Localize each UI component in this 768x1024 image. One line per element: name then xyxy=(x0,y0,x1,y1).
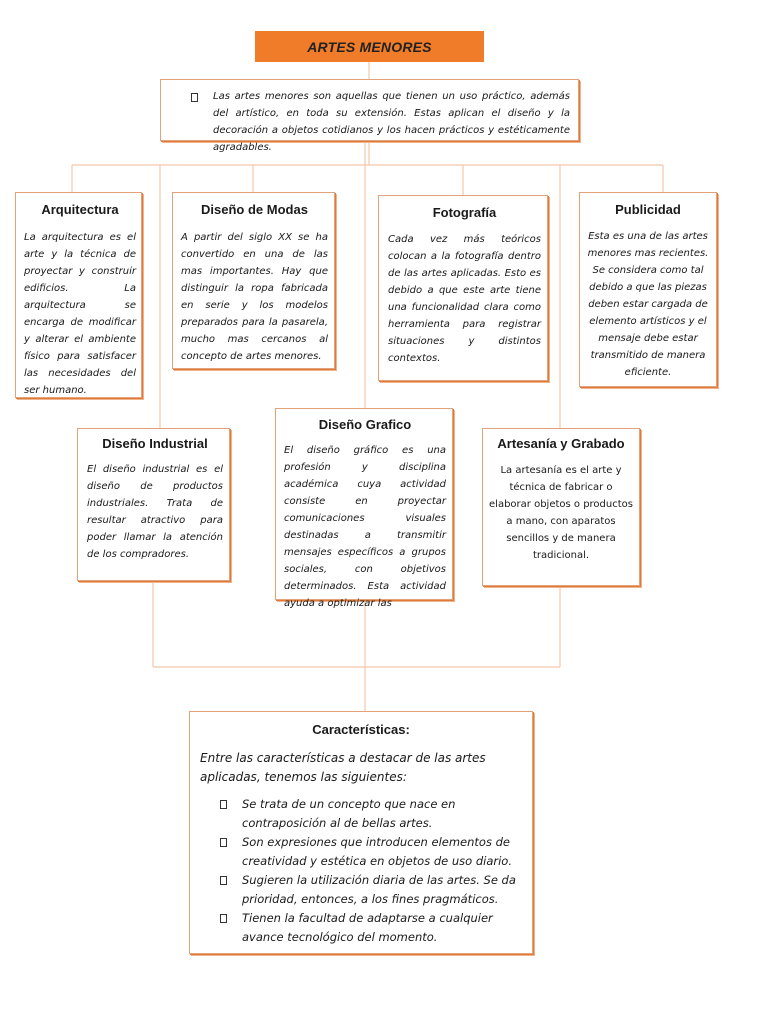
box-text: La arquitectura es el arte y la técnica de proyectar y construir edificios. La arquitectura se encarga de modificar y alterar el ambiente físico para satisfacer las necesidades del ser humano. xyxy=(24,232,136,396)
list-item xyxy=(220,795,518,833)
box-arquitectura xyxy=(15,192,142,398)
list-item xyxy=(220,833,518,871)
list-item xyxy=(220,871,518,909)
box-diseno-grafico xyxy=(275,408,453,609)
box-text: Cada vez más teóricos colocan a la fotografía dentro de las artes aplicadas. Esto es debido a que este arte tiene una funcionalidad clara como herramienta para registrar situaciones y distintos contextos. xyxy=(388,234,541,364)
list-item-text: Son expresiones que introducen elementos de creatividad y estética en objetos de uso diario. xyxy=(242,835,512,868)
box-text: El diseño industrial es el diseño de productos industriales. Trata de resultar atractivo para poder llamar la atención de los compradores. xyxy=(87,464,223,560)
box-diseno-modas xyxy=(172,192,335,369)
intro-text: Las artes menores son aquellas que tienen un uso práctico, además del artístico, en toda su extensión. Estas aplican el diseño y la decoración a objetos cotidianos y los hacen prácticos y estéticamente agradables. xyxy=(213,91,570,153)
box-title: Arquitectura xyxy=(41,202,119,217)
box-text: El diseño gráfico es una profesión y disciplina académica cuya actividad consiste en proyectar comunicaciones visuales destinadas a transmitir mensajes específicos a grupos sociales, con objetivos determinados. Esta actividad ayuda a optimizar las xyxy=(284,445,446,609)
box-title: Artesanía y Grabado xyxy=(497,436,625,451)
box-caracteristicas xyxy=(189,711,533,954)
box-artesania xyxy=(482,428,640,586)
list-item-text: Se trata de un concepto que nace en contraposición al de bellas artes. xyxy=(242,797,456,830)
box-title: Características: xyxy=(312,722,410,737)
box-title: Publicidad xyxy=(615,202,681,217)
box-title: Diseño Industrial xyxy=(102,436,208,451)
bullet-icon xyxy=(220,914,227,923)
list-item-text: Sugieren la utilización diaria de las artes. Se da prioridad, entonces, a los fines pragmáticos. xyxy=(242,873,516,906)
bullet-icon xyxy=(191,93,198,104)
box-title: Diseño Grafico xyxy=(318,417,412,432)
bullet-icon xyxy=(220,876,227,885)
intro-box xyxy=(160,79,579,153)
caracteristicas-list xyxy=(190,795,532,947)
box-text: A partir del siglo XX se ha convertido en una de las mas importantes. Hay que distinguir la ropa fabricada en serie y los modelos preparados para la pasarela, mucho mas cercanos al concepto de artes menores. xyxy=(181,232,328,362)
list-item-text: Tienen la facultad de adaptarse a cualquier avance tecnológico del momento. xyxy=(242,911,493,944)
box-title: Fotografía xyxy=(432,205,497,220)
caracteristicas-lead: Entre las características a destacar de las artes aplicadas, tenemos las siguientes: xyxy=(200,751,486,784)
box-text: La artesanía es el arte y técnica de fabricar o elaborar objetos o productos a mano, con aparatos sencillos y de manera tradicional. xyxy=(489,465,633,561)
box-title: Diseño de Modas xyxy=(201,202,308,217)
bullet-icon xyxy=(220,838,227,847)
box-text: Esta es una de las artes menores mas recientes. Se considera como tal debido a que las piezas deben estar cargada de elemento artísticos y el mensaje debe estar transmitido de manera eficiente. xyxy=(587,231,709,378)
box-diseno-industrial xyxy=(77,428,230,581)
page-title: ARTES MENORES xyxy=(255,31,484,62)
list-item xyxy=(220,909,518,947)
bullet-icon xyxy=(220,800,227,809)
box-publicidad xyxy=(579,192,717,387)
box-fotografia xyxy=(378,195,548,381)
